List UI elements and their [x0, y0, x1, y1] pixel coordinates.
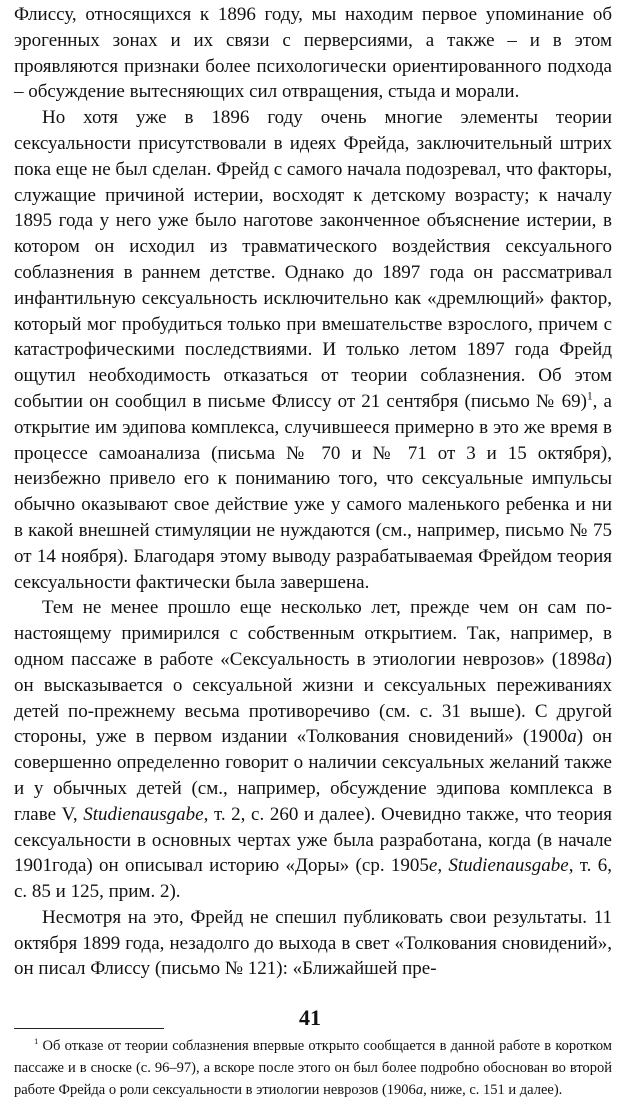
text-run: Тем не менее прошло еще несколько лет, прежде чем он сам по-настоящему примирился с собственным открытием. Так, например, в одном пассаже в работе «Сексуальность в этиологии неврозов» (1898 — [14, 597, 612, 670]
italic-text: a — [567, 726, 577, 748]
footnote — [14, 1035, 612, 1101]
page-number: 41 — [299, 1005, 321, 1030]
text-run: , ниже, с. 151 и далее). — [423, 1082, 563, 1099]
italic-text: a — [415, 1082, 424, 1099]
footnote-marker: 1 — [34, 1036, 39, 1047]
text-run: , а открытие им эдипова комплекса, случившееся примерно в это же время в процессе самоанализа (письма № 70 и № 71 от 3 и 15 октября), неизбежно привело его к пониманию того, что сексуальные импульсы обычно оказывают свое действие уже у самого маленького ребенка и ни в какой внешней стимуляции не нуждаются (см., например, письмо № 75 от 14 ноября). Благодаря этому выводу разрабатываемая Фрейдом теория сексуальности фактически была завершена. — [14, 390, 612, 593]
text-run: , т. 2, с. 260 и далее). Очевидно также, что теория сексуальности в основных чертах уже была разработана, когда (в начале 1901года) он описывал историю «Доры» (ср. 1905 — [14, 803, 612, 877]
italic-text: e — [428, 855, 438, 877]
text-run: Об отказе от теории соблазнения впервые открыто сообщается в данной работе в коротком пассаже и в сноске (с. 96–97), а вскоре после этого он был более подробно обоснован во второй работе Фрейда о роли сексуальности в этиологии неврозов (1906 — [14, 1038, 612, 1099]
text-run: Но хотя уже в 1896 году очень многие элементы теории сексуальности присутствовали в идеях Фрейда, заключительный штрих пока еще не был сделан. Фрейд с самого начала подозревал, что факторы, служащие причиной истерии, восходят к детскому возрасту; к началу 1895 года у него уже было наготове законченное объяснение истерии, в котором он исходил из травматического воздействия сексуального соблазнения в раннем детстве. Однако до 1897 года он рассматривал инфантильную сексуальность исключительно как «дремлющий» фактор, который мог пробудиться только при вмешательстве взрослого, причем с катастрофическими последствиями. И только летом 1897 года Фрейд ощутил необходимость отказаться от теории соблазнения. Об этом событии он сообщил в письме Флиссу от 21 сентября (письмо № 69) — [14, 107, 612, 412]
text-run: , — [437, 855, 449, 877]
body-text — [14, 2, 612, 982]
italic-text: Studienausgabe — [448, 855, 569, 877]
italic-text: Studienausgabe — [83, 803, 204, 825]
text-run: , т. 6, с. 85 и 125, прим. 2). — [14, 855, 613, 903]
text-run: Несмотря на это, Фрейд не спешил публиковать свои результаты. 11 октября 1899 года, незадолго до выхода в свет «Толкования сновидений», он писал Флиссу (письмо № 121): «Ближайшей пре- — [14, 906, 612, 980]
text-run: Флиссу, относящихся к 1896 году, мы находим первое упоминание об эрогенных зонах и их связи с перверсиями, а также – и в этом проявляются признаки более психологически ориентированного подхода – обсуждение вытесняющих сил отвращения, стыда и морали. — [14, 4, 612, 103]
italic-text: a — [596, 648, 606, 670]
footnotes — [14, 1035, 612, 1101]
footnote-marker: 1 — [586, 390, 593, 403]
paragraph — [14, 595, 612, 905]
text-run: ) он совершенно определенно говорит о наличии сексуальных желаний также и у обычных детей (см., например, обсуждение эдипова комплекса в главе V, — [14, 726, 612, 825]
paragraph — [14, 105, 612, 595]
paragraph — [14, 2, 612, 105]
text-run: ) он высказывается о сексуальной жизни и сексуальных переживаниях детей по-прежнему весьма противоречиво (см. с. 31 выше). С другой стороны, уже в первом издании «Толкования сновидений» (1900 — [14, 648, 612, 748]
paragraph — [14, 905, 612, 982]
